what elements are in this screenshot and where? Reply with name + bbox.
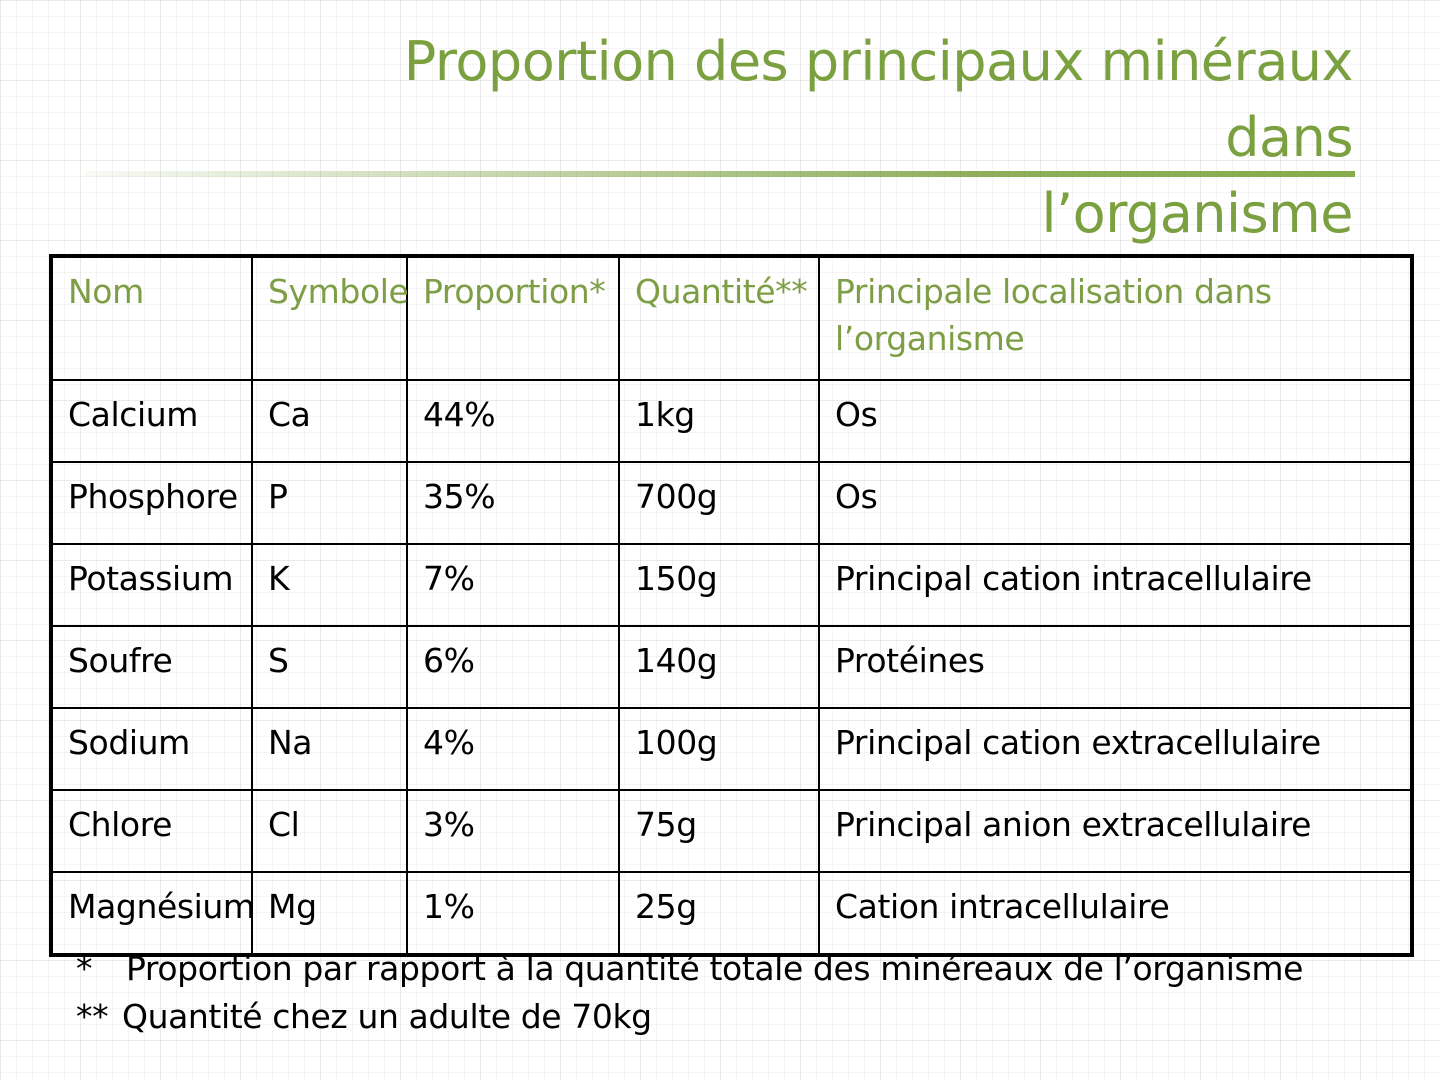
- cell-quantite: 100g: [619, 708, 819, 790]
- table-row: [51, 380, 1412, 462]
- cell-quantite: 150g: [619, 544, 819, 626]
- header-symbole: Symbole: [252, 256, 407, 380]
- footnote-marker: **: [76, 997, 109, 1036]
- cell-symbole: Cl: [252, 790, 407, 872]
- table-row: [51, 626, 1412, 708]
- cell-symbole: Na: [252, 708, 407, 790]
- cell-quantite: 25g: [619, 872, 819, 955]
- cell-symbole: Ca: [252, 380, 407, 462]
- cell-localisation: Principal anion extracellulaire: [819, 790, 1412, 872]
- cell-proportion: 44%: [407, 380, 619, 462]
- footnote-quantite: [76, 993, 1303, 1041]
- cell-proportion: 1%: [407, 872, 619, 955]
- footnote-text: Proportion par rapport à la quantité totale des minéreaux de l’organisme: [126, 949, 1303, 988]
- cell-localisation: Protéines: [819, 626, 1412, 708]
- cell-quantite: 1kg: [619, 380, 819, 462]
- cell-quantite: 75g: [619, 790, 819, 872]
- cell-proportion: 3%: [407, 790, 619, 872]
- footnote-marker: *: [76, 949, 93, 988]
- footnote-text: Quantité chez un adulte de 70kg: [122, 997, 652, 1036]
- cell-proportion: 7%: [407, 544, 619, 626]
- cell-quantite: 140g: [619, 626, 819, 708]
- cell-proportion: 4%: [407, 708, 619, 790]
- slide-title-line-2: l’organisme: [1041, 182, 1353, 245]
- header-localisation: Principale localisation dans l’organisme: [819, 256, 1412, 380]
- cell-nom: Chlore: [51, 790, 252, 872]
- cell-nom: Potassium: [51, 544, 252, 626]
- table-row: [51, 790, 1412, 872]
- footnotes: [76, 945, 1303, 1041]
- cell-nom: Phosphore: [51, 462, 252, 544]
- cell-symbole: K: [252, 544, 407, 626]
- cell-symbole: S: [252, 626, 407, 708]
- cell-proportion: 35%: [407, 462, 619, 544]
- table-header-row: [51, 256, 1412, 380]
- cell-proportion: 6%: [407, 626, 619, 708]
- slide-title-line-1: Proportion des principaux minéraux dans: [403, 30, 1353, 169]
- title-underline-divider: [85, 171, 1355, 177]
- cell-symbole: Mg: [252, 872, 407, 955]
- cell-nom: Soufre: [51, 626, 252, 708]
- cell-localisation: Os: [819, 380, 1412, 462]
- cell-localisation: Principal cation intracellulaire: [819, 544, 1412, 626]
- footnote-proportion: [76, 945, 1303, 993]
- table-row: [51, 462, 1412, 544]
- table-row: [51, 544, 1412, 626]
- cell-localisation: Os: [819, 462, 1412, 544]
- table-row: [51, 708, 1412, 790]
- cell-symbole: P: [252, 462, 407, 544]
- header-nom: Nom: [51, 256, 252, 380]
- cell-nom: Calcium: [51, 380, 252, 462]
- cell-nom: Magnésium: [51, 872, 252, 955]
- cell-localisation: Principal cation extracellulaire: [819, 708, 1412, 790]
- slide-title: [260, 24, 1353, 252]
- header-quantite: Quantité**: [619, 256, 819, 380]
- minerals-table: [49, 254, 1414, 957]
- cell-quantite: 700g: [619, 462, 819, 544]
- header-proportion: Proportion*: [407, 256, 619, 380]
- table-row: [51, 872, 1412, 955]
- cell-nom: Sodium: [51, 708, 252, 790]
- cell-localisation: Cation intracellulaire: [819, 872, 1412, 955]
